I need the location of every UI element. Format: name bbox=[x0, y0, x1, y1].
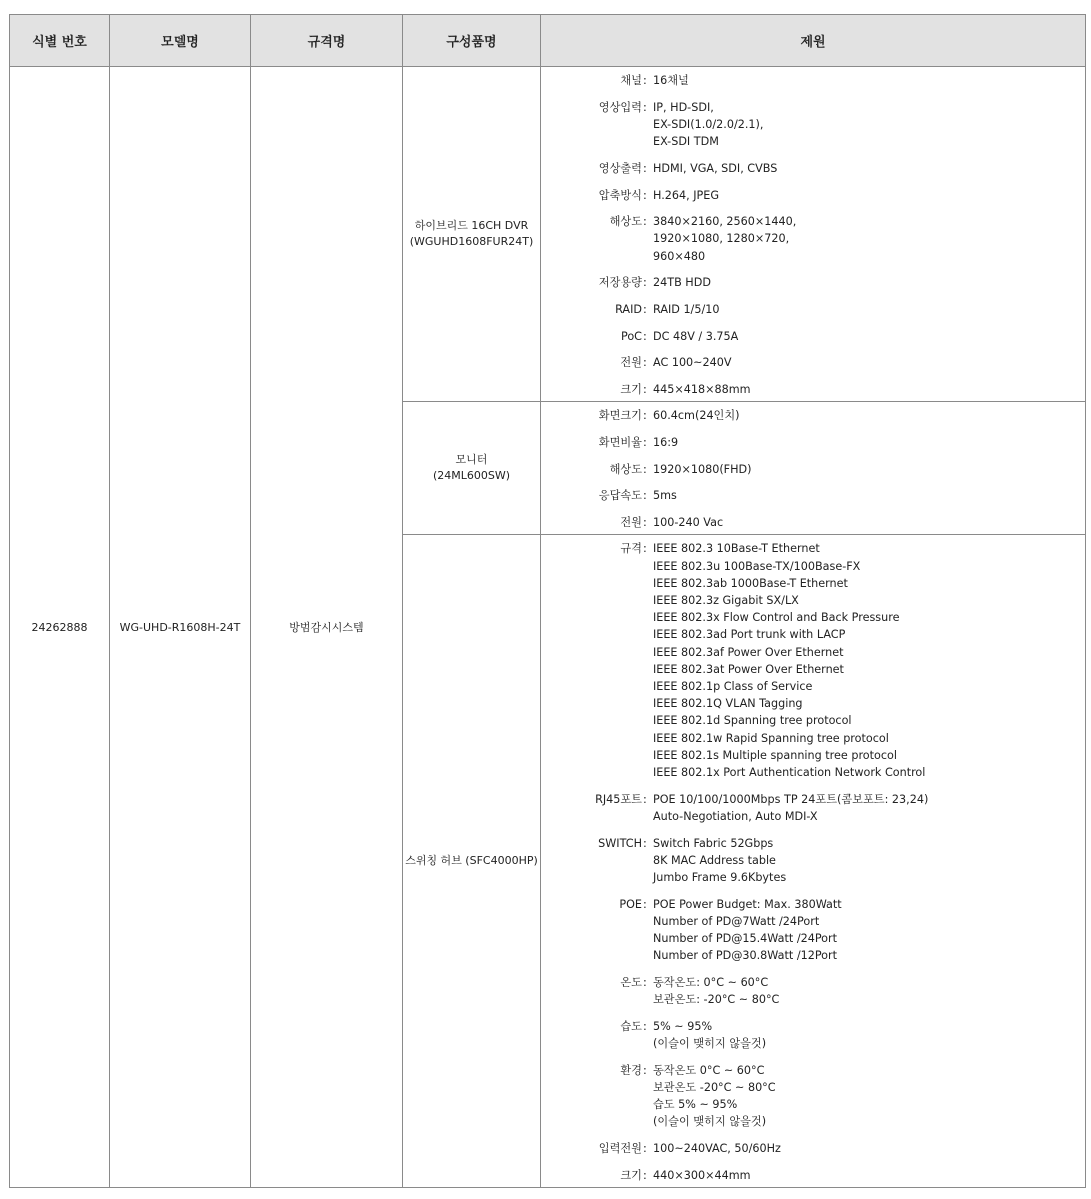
spec-row bbox=[541, 791, 1085, 825]
spec-separator: : bbox=[643, 1142, 647, 1156]
spec-values bbox=[653, 187, 1085, 204]
spec-value-line: H.264, JPEG bbox=[653, 188, 720, 202]
model-name-cell: WG-UHD-R1608H-24T bbox=[110, 67, 251, 1188]
spec-value-line: 100-240 Vac bbox=[653, 516, 724, 530]
spec-label: POE bbox=[619, 897, 642, 911]
spec-separator: : bbox=[643, 976, 647, 990]
header-specifications: 제원 bbox=[541, 15, 1086, 67]
spec-label: 응답속도 bbox=[598, 489, 642, 503]
spec-row bbox=[541, 99, 1085, 151]
spec-separator: : bbox=[643, 188, 647, 202]
spec-label: 저장용량 bbox=[598, 276, 642, 290]
spec-value-line: 동작온도: 0°C ~ 60°C bbox=[653, 976, 769, 990]
spec-values bbox=[653, 72, 1085, 89]
spec-value-line: Number of PD@7Watt /24Port bbox=[653, 914, 820, 928]
spec-separator: : bbox=[643, 792, 647, 806]
spec-value-line: 1920×1080, 1280×720, bbox=[653, 232, 790, 246]
spec-row bbox=[541, 407, 1085, 424]
spec-value-line: IEEE 802.3af Power Over Ethernet bbox=[653, 645, 844, 659]
spec-row bbox=[541, 1018, 1085, 1052]
spec-table-container bbox=[9, 14, 1085, 1188]
spec-label: 온도 bbox=[620, 976, 642, 990]
spec-value-line: POE 10/100/1000Mbps TP 24포트(콤보포트: 23,24) bbox=[653, 792, 929, 806]
header-model-name: 모델명 bbox=[110, 15, 251, 67]
spec-value-line: POE Power Budget: Max. 380Watt bbox=[653, 897, 842, 911]
spec-row bbox=[541, 187, 1085, 204]
id-number-cell: 24262888 bbox=[10, 67, 110, 1188]
spec-value-line: IEEE 802.1w Rapid Spanning tree protocol bbox=[653, 731, 889, 745]
spec-separator: : bbox=[643, 329, 647, 343]
spec-row bbox=[541, 274, 1085, 291]
spec-value-line: IEEE 802.3ad Port trunk with LACP bbox=[653, 628, 846, 642]
spec-value-line: 960×480 bbox=[653, 249, 706, 263]
spec-separator: : bbox=[643, 897, 647, 911]
component-name-line: 하이브리드 16CH DVR bbox=[414, 219, 529, 233]
spec-values bbox=[653, 328, 1085, 345]
spec-value-line: 습도 5% ~ 95% bbox=[653, 1098, 738, 1112]
spec-label: 입력전원 bbox=[598, 1142, 642, 1156]
spec-value-line: IEEE 802.3x Flow Control and Back Pressure bbox=[653, 611, 900, 625]
spec-values bbox=[653, 213, 1085, 265]
spec-label: RAID bbox=[615, 303, 642, 317]
component-name-cell bbox=[403, 67, 541, 402]
spec-table bbox=[9, 14, 1086, 1188]
component-name-cell bbox=[403, 535, 541, 1188]
component-specs-cell bbox=[541, 67, 1086, 402]
spec-row bbox=[541, 328, 1085, 345]
spec-value-line: 60.4cm(24인치) bbox=[653, 409, 740, 423]
spec-value-line: IEEE 802.1x Port Authentication Network Control bbox=[653, 766, 926, 779]
component-name-cell bbox=[403, 402, 541, 535]
spec-value-line: 3840×2160, 2560×1440, bbox=[653, 215, 797, 229]
spec-value-line: IEEE 802.3u 100Base-TX/100Base-FX bbox=[653, 559, 861, 573]
spec-values bbox=[653, 514, 1085, 531]
spec-value-line: Switch Fabric 52Gbps bbox=[653, 836, 774, 850]
spec-value-line: 24TB HDD bbox=[653, 276, 711, 290]
spec-values bbox=[653, 1140, 1085, 1157]
spec-values bbox=[653, 160, 1085, 177]
header-component: 구성품명 bbox=[403, 15, 541, 67]
spec-row bbox=[541, 301, 1085, 318]
spec-label: 채널 bbox=[620, 74, 642, 87]
spec-label: SWITCH bbox=[598, 836, 642, 850]
spec-separator: : bbox=[643, 1063, 647, 1077]
spec-label: PoC bbox=[620, 329, 642, 343]
spec-label: 규격 bbox=[620, 542, 642, 556]
spec-values bbox=[653, 301, 1085, 318]
spec-value-line: IEEE 802.1s Multiple spanning tree protocol bbox=[653, 748, 897, 762]
spec-separator: : bbox=[643, 1019, 647, 1033]
spec-label: 크기 bbox=[620, 383, 642, 397]
spec-row bbox=[541, 381, 1085, 398]
spec-label: 압축방식 bbox=[598, 188, 642, 202]
spec-label: RJ45포트 bbox=[595, 792, 642, 806]
spec-values bbox=[653, 434, 1085, 451]
spec-value-line: EX-SDI(1.0/2.0/2.1), bbox=[653, 117, 764, 131]
spec-value-line: Auto-Negotiation, Auto MDI-X bbox=[653, 809, 818, 823]
spec-separator: : bbox=[643, 161, 647, 175]
spec-label: 습도 bbox=[620, 1019, 642, 1033]
spec-value-line: 1920×1080(FHD) bbox=[653, 462, 752, 476]
spec-row bbox=[541, 461, 1085, 478]
component-specs-cell bbox=[541, 535, 1086, 1188]
spec-values bbox=[653, 896, 1085, 965]
spec-separator: : bbox=[643, 436, 647, 450]
spec-value-line: AC 100~240V bbox=[653, 356, 732, 370]
spec-label: 환경 bbox=[620, 1063, 642, 1077]
spec-row bbox=[541, 1062, 1085, 1131]
spec-value-line: IEEE 802.1d Spanning tree protocol bbox=[653, 714, 852, 728]
spec-label: 영상출력 bbox=[598, 161, 642, 175]
spec-value-line: IEEE 802.1p Class of Service bbox=[653, 679, 813, 693]
spec-value-line: (이슬이 맺히지 않을것) bbox=[653, 1037, 767, 1051]
component-name-line: 모니터 bbox=[455, 453, 488, 467]
spec-separator: : bbox=[643, 1168, 647, 1182]
spec-value-line: 5% ~ 95% bbox=[653, 1019, 713, 1033]
spec-value-line: 440×300×44mm bbox=[653, 1168, 751, 1182]
spec-label: 화면비율 bbox=[598, 436, 642, 450]
spec-values bbox=[653, 274, 1085, 291]
spec-values bbox=[653, 99, 1085, 151]
spec-values bbox=[653, 487, 1085, 504]
spec-value-line: Number of PD@15.4Watt /24Port bbox=[653, 932, 838, 946]
spec-value-line: EX-SDI TDM bbox=[653, 135, 719, 149]
spec-values bbox=[653, 1018, 1085, 1052]
spec-value-line: 100~240VAC, 50/60Hz bbox=[653, 1142, 781, 1156]
component-name-line: (24ML600SW) bbox=[432, 469, 511, 483]
component-row-dvr bbox=[10, 67, 1086, 402]
spec-separator: : bbox=[643, 383, 647, 397]
spec-value-line: 보관온도: -20°C ~ 80°C bbox=[653, 993, 780, 1007]
spec-value-line: IP, HD-SDI, bbox=[653, 100, 714, 114]
spec-value-line: IEEE 802.1Q VLAN Tagging bbox=[653, 697, 803, 711]
spec-values bbox=[653, 791, 1085, 825]
spec-row bbox=[541, 213, 1085, 265]
spec-value-line: 보관온도 -20°C ~ 80°C bbox=[653, 1081, 776, 1095]
spec-name-cell: 방범감시시스템 bbox=[251, 67, 403, 1188]
header-row bbox=[10, 15, 1086, 67]
spec-value-line: IEEE 802.3at Power Over Ethernet bbox=[653, 662, 844, 676]
spec-separator: : bbox=[643, 542, 647, 556]
spec-values bbox=[653, 835, 1085, 887]
spec-value-line: HDMI, VGA, SDI, CVBS bbox=[653, 161, 778, 175]
spec-separator: : bbox=[643, 462, 647, 476]
spec-value-line: (이슬이 맺히지 않을것) bbox=[653, 1115, 767, 1129]
spec-row bbox=[541, 835, 1085, 887]
spec-separator: : bbox=[643, 303, 647, 317]
spec-row bbox=[541, 514, 1085, 531]
spec-value-line: Number of PD@30.8Watt /12Port bbox=[653, 949, 838, 963]
spec-row bbox=[541, 974, 1085, 1008]
spec-row bbox=[541, 72, 1085, 89]
spec-row bbox=[541, 540, 1085, 781]
component-specs-cell bbox=[541, 402, 1086, 535]
spec-values bbox=[653, 354, 1085, 371]
spec-separator: : bbox=[643, 356, 647, 370]
spec-value-line: 5ms bbox=[653, 489, 677, 503]
spec-values bbox=[653, 974, 1085, 1008]
spec-separator: : bbox=[643, 836, 647, 850]
spec-value-line: 16:9 bbox=[653, 436, 679, 450]
spec-row bbox=[541, 1140, 1085, 1157]
spec-label: 전원 bbox=[620, 516, 642, 530]
spec-label: 전원 bbox=[620, 356, 642, 370]
spec-value-line: IEEE 802.3ab 1000Base-T Ethernet bbox=[653, 576, 848, 590]
header-id-number: 식별 번호 bbox=[10, 15, 110, 67]
spec-row bbox=[541, 896, 1085, 965]
spec-value-line: 8K MAC Address table bbox=[653, 853, 776, 867]
spec-row bbox=[541, 1167, 1085, 1184]
spec-value-line: 445×418×88mm bbox=[653, 383, 751, 397]
spec-row bbox=[541, 160, 1085, 177]
spec-values bbox=[653, 540, 1085, 781]
component-name-line: 스위칭 허브 (SFC4000HP) bbox=[405, 854, 538, 868]
spec-value-line: Jumbo Frame 9.6Kbytes bbox=[653, 871, 787, 885]
spec-separator: : bbox=[643, 74, 647, 87]
spec-separator: : bbox=[643, 276, 647, 290]
spec-separator: : bbox=[643, 215, 647, 229]
spec-value-line: 16채널 bbox=[653, 74, 689, 87]
spec-values bbox=[653, 381, 1085, 398]
component-name-line: (WGUHD1608FUR24T) bbox=[409, 235, 534, 249]
spec-label: 영상입력 bbox=[598, 100, 642, 114]
spec-label: 해상도 bbox=[609, 462, 642, 476]
spec-values bbox=[653, 461, 1085, 478]
header-spec-name: 규격명 bbox=[251, 15, 403, 67]
spec-separator: : bbox=[643, 489, 647, 503]
spec-value-line: IEEE 802.3z Gigabit SX/LX bbox=[653, 593, 799, 607]
spec-value-line: IEEE 802.3 10Base-T Ethernet bbox=[653, 542, 820, 556]
spec-separator: : bbox=[643, 516, 647, 530]
spec-separator: : bbox=[643, 409, 647, 423]
spec-value-line: RAID 1/5/10 bbox=[653, 303, 720, 317]
spec-label: 크기 bbox=[620, 1168, 642, 1182]
spec-values bbox=[653, 1062, 1085, 1131]
spec-label: 화면크기 bbox=[598, 409, 642, 423]
spec-label: 해상도 bbox=[609, 215, 642, 229]
spec-value-line: DC 48V / 3.75A bbox=[653, 329, 739, 343]
spec-row bbox=[541, 487, 1085, 504]
spec-values bbox=[653, 407, 1085, 424]
spec-row bbox=[541, 354, 1085, 371]
spec-row bbox=[541, 434, 1085, 451]
spec-separator: : bbox=[643, 100, 647, 114]
spec-values bbox=[653, 1167, 1085, 1184]
spec-value-line: 동작온도 0°C ~ 60°C bbox=[653, 1063, 765, 1077]
